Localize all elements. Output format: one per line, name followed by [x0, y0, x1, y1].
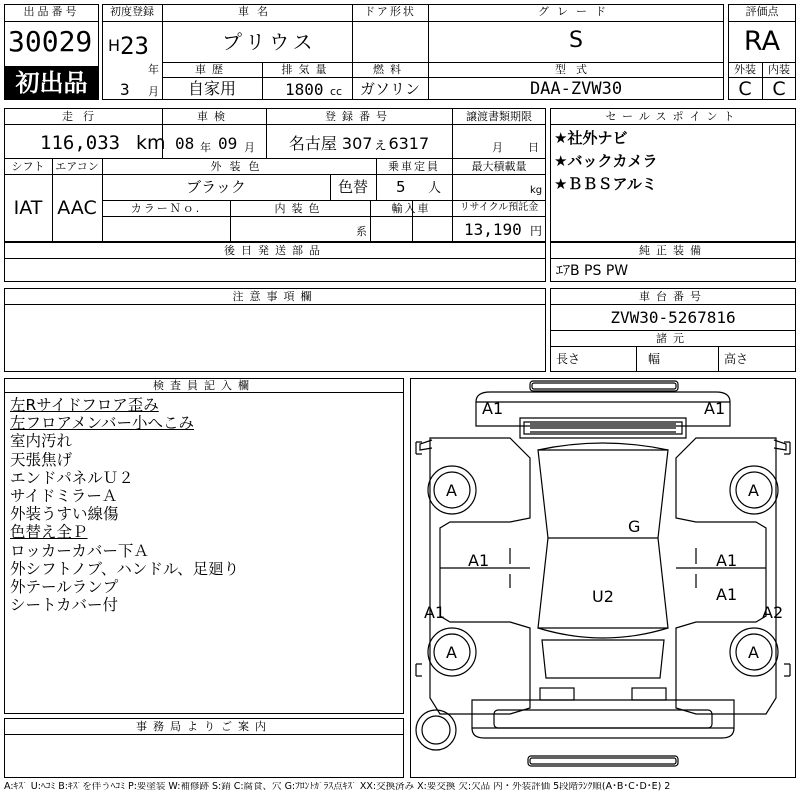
sales-label: セールスポイント: [605, 110, 741, 123]
equipment-value: ｴｱB PS PW: [556, 263, 629, 279]
inspector-line: 左Rサイドフロア歪み: [10, 396, 159, 414]
car-damage-diagram: [410, 378, 796, 778]
inspection-year: 08: [175, 134, 195, 153]
reg-month: 3: [120, 80, 130, 99]
history-label: 車歴: [195, 63, 229, 76]
car-name: プリウス: [222, 30, 317, 54]
inspector-line: エンドパネルＵ２: [10, 468, 134, 487]
transfer-month-unit: 月: [492, 141, 503, 154]
lot-label: 出品番号: [23, 5, 80, 18]
sales-point: ★バックカメラ: [554, 152, 658, 170]
mileage-label: 走行: [62, 110, 104, 123]
inspector-line: シートカバー付: [10, 596, 119, 615]
import-label: 輸入車: [391, 202, 431, 215]
exterior-grade: C: [738, 78, 752, 100]
mark-front-left: A1: [482, 399, 504, 418]
later-parts-label: 後日発送部品: [224, 244, 326, 257]
mark-floor: U2: [592, 587, 614, 606]
sales-point: ★社外ナビ: [554, 129, 628, 147]
inspector-line: 色替え全Ｐ: [10, 523, 88, 542]
shift-label: シフト: [11, 160, 45, 173]
fuel-label: 燃料: [373, 63, 407, 76]
load-label: 最大積載量: [471, 160, 527, 173]
inspection-month: 09: [218, 134, 238, 153]
interior-color-label: 内装色: [274, 202, 326, 215]
inspector-label: 検査員記入欄: [153, 379, 255, 392]
mark-door-fl: A1: [468, 551, 490, 570]
inspector-line: 天張焦げ: [10, 450, 73, 469]
inspector-line: 外テールランプ: [10, 578, 119, 597]
color-label: 外装色: [210, 160, 268, 173]
model-value: DAA-ZVW30: [529, 79, 623, 99]
ac-label: エアコン: [55, 160, 99, 173]
capacity-value: 5: [396, 178, 406, 196]
transfer-day-unit: 日: [528, 141, 539, 154]
equipment-label: 純正装備: [639, 244, 707, 257]
score-value: RA: [743, 26, 781, 57]
shift-value: IAT: [13, 197, 43, 219]
notes-label: 注意事項欄: [232, 290, 318, 303]
plate-label: 登録番号: [325, 110, 393, 123]
load-unit: kg: [530, 185, 543, 196]
capacity-label: 乗車定員: [388, 160, 440, 173]
fuel-value: ガソリン: [359, 80, 420, 98]
sales-point: ★ＢＢＳアルミ: [554, 175, 657, 193]
inspector-line: 室内汚れ: [10, 432, 73, 451]
mark-rear-right: A2: [762, 603, 784, 622]
plate-value: 名古屋 307ぇ6317: [288, 134, 430, 153]
inspection-label: 車検: [197, 110, 231, 123]
office-label: 事務局よりご案内: [136, 720, 272, 733]
mark-wheel-fr: A: [748, 481, 759, 500]
grade-value: S: [569, 28, 583, 53]
recycle-value: 13,190: [464, 220, 522, 239]
inspector-line: サイドミラーＡ: [10, 487, 118, 506]
displacement-label: 排気量: [281, 63, 333, 76]
reg-label: 初度登録: [110, 5, 154, 18]
ac-value: AAC: [57, 197, 97, 219]
mark-door-rr: A1: [716, 585, 738, 604]
repaint-label: 色替: [337, 178, 368, 196]
reg-month-unit: 月: [148, 85, 159, 98]
mark-wheel-fl: A: [446, 481, 457, 500]
interior-grade-label: 内装: [768, 63, 790, 76]
color-no-label: カラーＮｏ.: [130, 202, 202, 215]
inspector-line: 左フロアメンバー小へこみ: [10, 414, 194, 433]
inspection-year-unit: 年: [200, 141, 211, 154]
chassis-label: 車台番号: [639, 290, 707, 303]
mark-door-fr: A1: [716, 551, 738, 570]
model-label: 型式: [555, 63, 597, 76]
length-label: 長さ: [556, 352, 581, 366]
width-label: 幅: [648, 352, 661, 366]
door-label: ドア形状: [364, 5, 416, 18]
interior-grade: C: [772, 78, 786, 100]
mileage-unit: km: [136, 132, 166, 154]
exterior-grade-label: 外装: [734, 63, 756, 76]
recycle-unit: 円: [530, 224, 543, 238]
inspector-line: 外シフトノブ、ハンドル、足廻り: [10, 559, 240, 578]
recycle-label: リサイクル預託金: [459, 202, 539, 213]
capacity-unit: 人: [428, 181, 442, 196]
inspector-line: ロッカーカバー下Ａ: [10, 541, 149, 560]
mileage-value: 116,033: [40, 132, 121, 154]
chassis-value: ZVW30-5267816: [610, 308, 736, 327]
color-value: ブラック: [186, 178, 246, 196]
mark-wheel-rl: A: [446, 643, 457, 662]
mark-roof: G: [628, 517, 641, 536]
history-value: 自家用: [187, 79, 236, 98]
displacement-unit: cc: [330, 85, 343, 98]
legend-text: A:ｷｽﾞ U:ﾍｺﾐ B:ｷｽﾞを伴うﾍｺﾐ P:要塗装 W:補修跡 S:錆 C:腐食、穴 G:ﾌﾛﾝﾄｶﾞﾗｽ点ｷｽﾞ XX:交換済み X:要交換 欠:欠品 内・外装評価 5段階ﾗﾝｸ順(A･B･C･D･E) 2: [4, 782, 671, 792]
dims-label: 諸元: [656, 332, 690, 345]
inspector-line: 外装うすい線傷: [10, 505, 119, 524]
displacement-value: 1800: [285, 80, 324, 99]
interior-color-suffix: 系: [356, 225, 367, 238]
mark-wheel-rr: A: [748, 643, 759, 662]
inspector-lines: [10, 396, 400, 614]
inspection-month-unit: 月: [244, 141, 255, 154]
mark-rear-left: A1: [424, 603, 446, 622]
reg-year: 23: [120, 32, 149, 60]
grade-label: グレード: [538, 5, 614, 18]
first-listing-badge: 初出品: [4, 66, 99, 100]
score-label: 評価点: [745, 5, 779, 18]
height-label: 高さ: [724, 352, 749, 366]
transfer-label: 譲渡書類期限: [466, 110, 532, 123]
lot-number: 30029: [8, 25, 93, 58]
reg-era: H: [108, 36, 121, 55]
mark-front-right: A1: [704, 399, 726, 418]
name-label: 車名: [238, 5, 276, 18]
reg-year-unit: 年: [148, 63, 159, 76]
